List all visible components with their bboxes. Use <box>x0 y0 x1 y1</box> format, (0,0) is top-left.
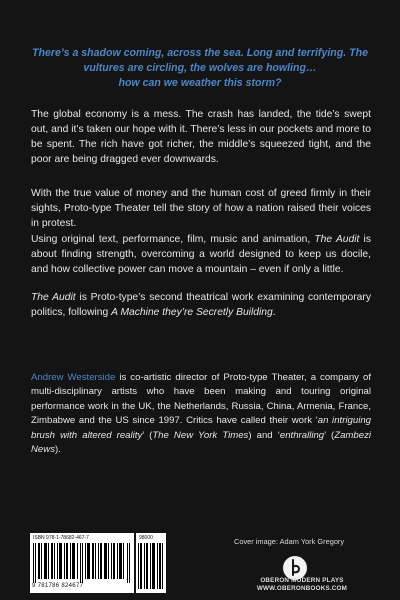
play-title: The Audit <box>314 234 360 245</box>
critic-quote-2: enthralling <box>279 429 325 441</box>
quote-source-2: Zambezi News <box>31 429 372 456</box>
barcode-bars <box>33 543 131 583</box>
play-title: The Audit <box>31 292 76 303</box>
paragraph4-end: . <box>272 307 276 318</box>
price-barcode <box>136 533 166 593</box>
publisher-name: OBERON MODERN PLAYS <box>260 577 344 584</box>
quote-source-1: The New York Times <box>152 429 249 441</box>
epigraph-line-2: vultures are circling, the wolves are howling… <box>83 61 317 74</box>
epigraph-line-1: There’s a shadow coming, across the sea. Long and terrifying. The <box>32 47 368 59</box>
author-name: Andrew Westerside <box>31 372 116 383</box>
paragraph3-after: is about finding strength, overcoming a world designed to keep us docile, and how collective power can move a mountain – even if only a little. <box>31 234 371 275</box>
publisher-url: WWW.OBERONBOOKS.COM <box>256 585 348 592</box>
author-bio <box>31 371 371 457</box>
isbn-barcode <box>30 533 134 593</box>
price-code: 98000 <box>139 535 153 541</box>
previous-work-title: A Machine they’re Secretly Building <box>111 307 273 318</box>
paragraph-description <box>31 232 371 277</box>
bio-text-5: ). <box>55 444 61 456</box>
isbn-label: ISBN 978-1-78682-467-7 <box>33 535 89 541</box>
paragraph-economy: The global economy is a mess. The crash has landed, the tide’s swept out, and it’s taken our hope with it. There’s less in our pockets and more to be spent. The rich have got richer, the middle’s squeezed tight, and the poor are being dragged ever downwards. <box>31 109 371 165</box>
epigraph <box>30 46 370 90</box>
price-barcode-bars <box>138 543 164 589</box>
cover-image-credit: Cover image: Adam York Gregory <box>234 537 345 546</box>
paragraph4-middle: is Proto-type’s second theatrical work examining contemporary politics, following <box>31 292 371 318</box>
bio-text-2: ’ ( <box>142 429 153 441</box>
bio-text-4: ’ ( <box>324 429 335 441</box>
bio-text-1: is co-artistic director of Proto-type Theater, a company of multi-disciplinary artists who have been making and touring original performance work in the UK, the Netherlands, Russia, China, Armenia, France, Zimbabwe and the US since 1997. Critics have called their work ‘ <box>31 372 371 427</box>
barcode-digits: 9 781786 824677 <box>32 583 84 589</box>
paragraph3-before: Using original text, performance, film, music and animation, <box>31 234 315 245</box>
critic-quote-1: an intriguing brush with altered reality <box>31 415 371 441</box>
paragraph-series <box>31 290 371 320</box>
paragraph-greed: With the true value of money and the human cost of greed firmly in their sights, Proto-type Theater tell the story of how a nation raised their voices in protest. <box>31 188 371 229</box>
bio-text-3: ) and ‘ <box>248 429 280 441</box>
epigraph-line-3: how can we weather this storm? <box>118 76 282 89</box>
publisher-block <box>234 577 370 593</box>
